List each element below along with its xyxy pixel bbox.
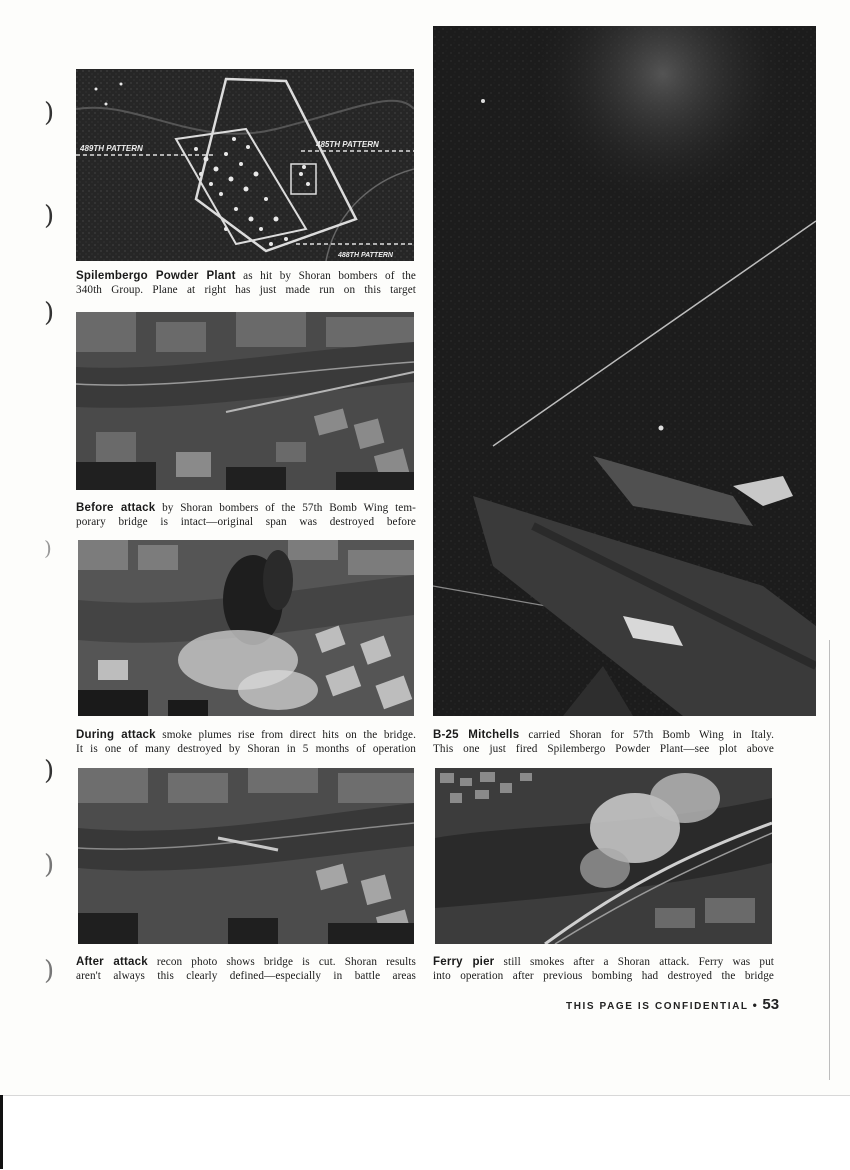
- caption-during-attack: [76, 728, 416, 756]
- confidential-notice: THIS PAGE IS CONFIDENTIAL: [566, 1001, 749, 1012]
- punch-hole-mark: ): [44, 98, 55, 128]
- spilembergo-bomb-plot-photo: [76, 69, 414, 261]
- b25-mitchell-aerial-photo: [433, 26, 816, 716]
- caption-text: carried Shoran for 57th Bomb Wing in Italy.: [528, 729, 774, 741]
- caption-text: It is one of many destroyed by Shoran in 5 months of operation: [76, 743, 416, 755]
- caption-text: still smokes after a Shoran attack. Ferry was put: [503, 956, 774, 968]
- caption-text: recon photo shows bridge is cut. Shoran results: [156, 956, 416, 968]
- caption-b25-mitchells: [433, 728, 774, 756]
- caption-title: After attack: [76, 956, 148, 968]
- caption-title: B-25 Mitchells: [433, 729, 520, 741]
- footer-bullet: •: [752, 998, 759, 1012]
- map-label-right: 485TH PATTERN: [316, 140, 379, 149]
- page-number: 53: [762, 996, 780, 1013]
- caption-text: into operation after previous bombing had destroyed the bridge: [433, 970, 774, 982]
- caption-ferry-pier: [433, 955, 774, 983]
- punch-hole-mark: ): [44, 298, 55, 328]
- caption-title: Spilembergo Powder Plant: [76, 270, 236, 282]
- caption-spilembergo: [76, 269, 416, 297]
- caption-after-attack: [76, 955, 416, 983]
- before-attack-photo: [76, 312, 414, 490]
- caption-title: During attack: [76, 729, 156, 741]
- ferry-pier-photo: [435, 768, 772, 944]
- page-footer: [566, 996, 779, 1013]
- punch-hole-mark: ): [44, 536, 52, 560]
- map-label-bottom: 488TH PATTERN: [338, 252, 393, 259]
- caption-title: Before attack: [76, 502, 156, 514]
- caption-text: aren't always this clearly defined—especially in battle areas: [76, 970, 416, 982]
- caption-before-attack: [76, 501, 416, 529]
- scan-bottom-margin: [0, 1095, 850, 1170]
- punch-hole-mark: ): [44, 756, 55, 786]
- scan-edge-mark: [0, 1095, 3, 1169]
- map-label-left: 489TH PATTERN: [80, 144, 143, 153]
- caption-text: by Shoran bombers of the 57th Bomb Wing tem-: [162, 502, 416, 514]
- during-attack-photo: [78, 540, 414, 716]
- caption-text: This one just fired Spilembergo Powder Plant—see plot above: [433, 743, 774, 755]
- caption-text: porary bridge is intact—original span was destroyed before: [76, 516, 416, 528]
- caption-text: as hit by Shoran bombers of the: [243, 270, 416, 282]
- scan-margin-line: [829, 640, 830, 1080]
- caption-title: Ferry pier: [433, 956, 495, 968]
- caption-text: smoke plumes rise from direct hits on the bridge.: [162, 729, 416, 741]
- punch-hole-mark: ): [44, 850, 55, 880]
- caption-text: 340th Group. Plane at right has just made run on this target: [76, 284, 416, 296]
- punch-hole-mark: ): [44, 956, 55, 986]
- after-attack-photo: [78, 768, 414, 944]
- punch-hole-mark: ): [44, 201, 55, 231]
